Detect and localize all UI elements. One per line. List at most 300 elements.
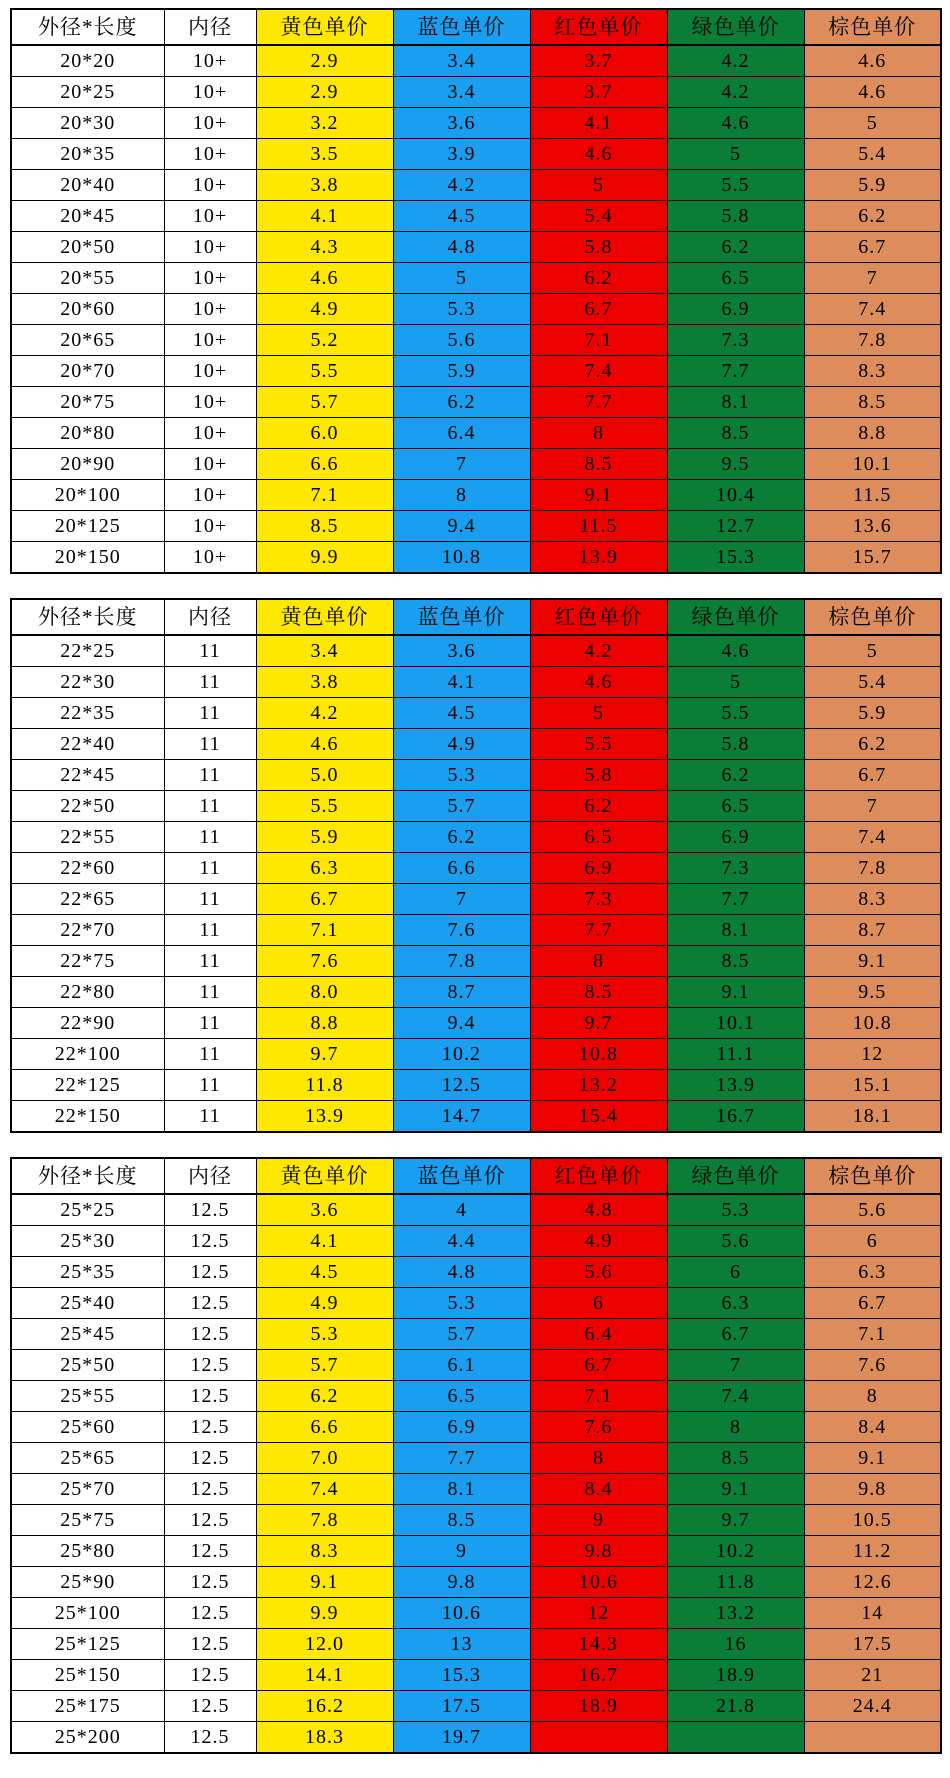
cell-size: 25*125 xyxy=(11,1629,164,1660)
cell-blue: 15.3 xyxy=(393,1660,530,1691)
table-row xyxy=(11,1412,941,1443)
table-row xyxy=(11,1039,941,1070)
cell-green: 5 xyxy=(667,667,804,698)
cell-inner: 11 xyxy=(164,1070,256,1101)
cell-red: 6 xyxy=(530,1288,667,1319)
table-row xyxy=(11,1443,941,1474)
cell-green: 6.5 xyxy=(667,263,804,294)
cell-inner: 12.5 xyxy=(164,1474,256,1505)
price-table xyxy=(10,1157,942,1754)
cell-inner: 11 xyxy=(164,853,256,884)
cell-blue: 3.6 xyxy=(393,635,530,667)
cell-blue: 6.1 xyxy=(393,1350,530,1381)
cell-yellow: 18.3 xyxy=(256,1722,393,1754)
cell-brown: 7 xyxy=(804,791,941,822)
cell-inner: 12.5 xyxy=(164,1288,256,1319)
cell-yellow: 8.0 xyxy=(256,977,393,1008)
cell-blue: 5.7 xyxy=(393,1319,530,1350)
column-header-inner: 内径 xyxy=(164,9,256,45)
cell-green: 5 xyxy=(667,139,804,170)
cell-brown xyxy=(804,1722,941,1754)
cell-yellow: 5.7 xyxy=(256,1350,393,1381)
cell-blue: 5 xyxy=(393,263,530,294)
cell-inner: 11 xyxy=(164,729,256,760)
column-header-size: 外径*长度 xyxy=(11,1158,164,1194)
cell-size: 20*25 xyxy=(11,77,164,108)
cell-inner: 11 xyxy=(164,698,256,729)
cell-inner: 11 xyxy=(164,667,256,698)
cell-blue: 5.3 xyxy=(393,294,530,325)
cell-red: 6.7 xyxy=(530,1350,667,1381)
cell-brown: 5 xyxy=(804,635,941,667)
cell-inner: 12.5 xyxy=(164,1319,256,1350)
cell-blue: 4.2 xyxy=(393,170,530,201)
cell-size: 20*50 xyxy=(11,232,164,263)
cell-brown: 7.1 xyxy=(804,1319,941,1350)
cell-brown: 12.6 xyxy=(804,1567,941,1598)
cell-brown: 6 xyxy=(804,1226,941,1257)
cell-green: 9.5 xyxy=(667,449,804,480)
cell-red: 7.7 xyxy=(530,387,667,418)
cell-blue: 7 xyxy=(393,884,530,915)
cell-brown: 21 xyxy=(804,1660,941,1691)
table-row xyxy=(11,635,941,667)
cell-brown: 8.3 xyxy=(804,884,941,915)
cell-red: 5.5 xyxy=(530,729,667,760)
cell-blue: 6.5 xyxy=(393,1381,530,1412)
cell-green: 12.7 xyxy=(667,511,804,542)
cell-red: 6.5 xyxy=(530,822,667,853)
cell-inner: 10+ xyxy=(164,139,256,170)
cell-size: 25*25 xyxy=(11,1194,164,1226)
cell-yellow: 12.0 xyxy=(256,1629,393,1660)
table-row xyxy=(11,1567,941,1598)
cell-size: 25*30 xyxy=(11,1226,164,1257)
cell-green: 9.1 xyxy=(667,977,804,1008)
table-row xyxy=(11,1319,941,1350)
table-row xyxy=(11,542,941,574)
cell-green: 6 xyxy=(667,1257,804,1288)
cell-red: 5 xyxy=(530,170,667,201)
cell-size: 22*65 xyxy=(11,884,164,915)
cell-size: 22*80 xyxy=(11,977,164,1008)
cell-brown: 5.9 xyxy=(804,698,941,729)
cell-size: 20*100 xyxy=(11,480,164,511)
cell-yellow: 4.6 xyxy=(256,263,393,294)
cell-yellow: 4.9 xyxy=(256,294,393,325)
cell-blue: 6.4 xyxy=(393,418,530,449)
cell-size: 20*20 xyxy=(11,45,164,77)
cell-red: 5.8 xyxy=(530,760,667,791)
cell-green: 6.3 xyxy=(667,1288,804,1319)
cell-red: 8 xyxy=(530,946,667,977)
cell-blue: 3.4 xyxy=(393,45,530,77)
cell-green: 6.9 xyxy=(667,822,804,853)
cell-red: 7.1 xyxy=(530,1381,667,1412)
column-header-brown: 棕色单价 xyxy=(804,1158,941,1194)
cell-inner: 10+ xyxy=(164,45,256,77)
cell-blue: 8.5 xyxy=(393,1505,530,1536)
cell-green: 21.8 xyxy=(667,1691,804,1722)
cell-blue: 5.3 xyxy=(393,1288,530,1319)
cell-yellow: 2.9 xyxy=(256,77,393,108)
cell-blue: 3.4 xyxy=(393,77,530,108)
cell-brown: 5.9 xyxy=(804,170,941,201)
cell-inner: 10+ xyxy=(164,387,256,418)
table-row xyxy=(11,667,941,698)
table-row xyxy=(11,139,941,170)
column-header-green: 绿色单价 xyxy=(667,9,804,45)
cell-brown: 7.4 xyxy=(804,294,941,325)
cell-yellow: 6.6 xyxy=(256,449,393,480)
cell-red: 10.6 xyxy=(530,1567,667,1598)
cell-inner: 10+ xyxy=(164,77,256,108)
cell-yellow: 4.9 xyxy=(256,1288,393,1319)
cell-yellow: 7.1 xyxy=(256,480,393,511)
cell-blue: 7 xyxy=(393,449,530,480)
cell-brown: 9.1 xyxy=(804,1443,941,1474)
cell-red: 9.7 xyxy=(530,1008,667,1039)
cell-yellow: 4.6 xyxy=(256,729,393,760)
cell-green: 11.1 xyxy=(667,1039,804,1070)
cell-inner: 10+ xyxy=(164,263,256,294)
cell-yellow: 3.8 xyxy=(256,170,393,201)
table-row xyxy=(11,977,941,1008)
cell-green: 10.2 xyxy=(667,1536,804,1567)
cell-size: 25*55 xyxy=(11,1381,164,1412)
cell-green: 6.2 xyxy=(667,760,804,791)
cell-brown: 11.5 xyxy=(804,480,941,511)
table-header-row xyxy=(11,599,941,635)
column-header-yellow: 黄色单价 xyxy=(256,9,393,45)
cell-inner: 12.5 xyxy=(164,1381,256,1412)
cell-red: 16.7 xyxy=(530,1660,667,1691)
table-row xyxy=(11,77,941,108)
cell-inner: 10+ xyxy=(164,418,256,449)
cell-brown: 9.5 xyxy=(804,977,941,1008)
cell-size: 22*55 xyxy=(11,822,164,853)
cell-green: 5.5 xyxy=(667,698,804,729)
table-row xyxy=(11,1226,941,1257)
cell-yellow: 7.0 xyxy=(256,1443,393,1474)
cell-inner: 10+ xyxy=(164,232,256,263)
table-row xyxy=(11,1474,941,1505)
cell-brown: 18.1 xyxy=(804,1101,941,1133)
cell-brown: 4.6 xyxy=(804,45,941,77)
cell-size: 20*150 xyxy=(11,542,164,574)
cell-green: 10.4 xyxy=(667,480,804,511)
cell-red: 3.7 xyxy=(530,45,667,77)
cell-red: 9.8 xyxy=(530,1536,667,1567)
cell-red: 13.2 xyxy=(530,1070,667,1101)
cell-red: 6.9 xyxy=(530,853,667,884)
cell-brown: 9.8 xyxy=(804,1474,941,1505)
cell-brown: 7.6 xyxy=(804,1350,941,1381)
cell-blue: 5.3 xyxy=(393,760,530,791)
cell-blue: 4.5 xyxy=(393,201,530,232)
cell-blue: 8 xyxy=(393,480,530,511)
cell-inner: 12.5 xyxy=(164,1567,256,1598)
cell-green: 11.8 xyxy=(667,1567,804,1598)
cell-blue: 5.9 xyxy=(393,356,530,387)
cell-inner: 11 xyxy=(164,946,256,977)
table-row xyxy=(11,791,941,822)
cell-inner: 12.5 xyxy=(164,1194,256,1226)
cell-size: 25*200 xyxy=(11,1722,164,1754)
cell-blue: 4.1 xyxy=(393,667,530,698)
cell-red: 13.9 xyxy=(530,542,667,574)
cell-yellow: 4.3 xyxy=(256,232,393,263)
cell-blue: 6.9 xyxy=(393,1412,530,1443)
cell-red: 7.6 xyxy=(530,1412,667,1443)
table-row xyxy=(11,1629,941,1660)
cell-brown: 10.5 xyxy=(804,1505,941,1536)
cell-green: 7 xyxy=(667,1350,804,1381)
cell-blue: 5.7 xyxy=(393,791,530,822)
cell-green: 7.3 xyxy=(667,325,804,356)
cell-size: 20*35 xyxy=(11,139,164,170)
column-header-yellow: 黄色单价 xyxy=(256,599,393,635)
table-22 xyxy=(10,598,940,1133)
column-header-inner: 内径 xyxy=(164,599,256,635)
cell-size: 22*40 xyxy=(11,729,164,760)
cell-red: 11.5 xyxy=(530,511,667,542)
column-header-green: 绿色单价 xyxy=(667,599,804,635)
cell-red: 6.2 xyxy=(530,791,667,822)
cell-green: 8.1 xyxy=(667,915,804,946)
cell-inner: 11 xyxy=(164,1101,256,1133)
cell-brown: 12 xyxy=(804,1039,941,1070)
cell-brown: 6.7 xyxy=(804,760,941,791)
cell-size: 25*60 xyxy=(11,1412,164,1443)
cell-inner: 12.5 xyxy=(164,1350,256,1381)
cell-inner: 11 xyxy=(164,977,256,1008)
cell-green: 4.6 xyxy=(667,108,804,139)
cell-blue: 9.8 xyxy=(393,1567,530,1598)
cell-red: 5.6 xyxy=(530,1257,667,1288)
table-row xyxy=(11,480,941,511)
cell-inner: 11 xyxy=(164,915,256,946)
table-row xyxy=(11,1194,941,1226)
cell-red: 14.3 xyxy=(530,1629,667,1660)
cell-yellow: 5.5 xyxy=(256,791,393,822)
cell-size: 22*45 xyxy=(11,760,164,791)
table-row xyxy=(11,760,941,791)
cell-size: 25*150 xyxy=(11,1660,164,1691)
cell-inner: 12.5 xyxy=(164,1226,256,1257)
cell-red: 6.4 xyxy=(530,1319,667,1350)
cell-green: 16 xyxy=(667,1629,804,1660)
table-row xyxy=(11,263,941,294)
cell-red: 7.7 xyxy=(530,915,667,946)
table-row xyxy=(11,449,941,480)
column-header-inner: 内径 xyxy=(164,1158,256,1194)
cell-yellow: 8.3 xyxy=(256,1536,393,1567)
cell-yellow: 3.8 xyxy=(256,667,393,698)
column-header-yellow: 黄色单价 xyxy=(256,1158,393,1194)
cell-red: 10.8 xyxy=(530,1039,667,1070)
cell-brown: 5 xyxy=(804,108,941,139)
cell-yellow: 13.9 xyxy=(256,1101,393,1133)
cell-inner: 10+ xyxy=(164,108,256,139)
cell-blue: 5.6 xyxy=(393,325,530,356)
cell-green: 15.3 xyxy=(667,542,804,574)
cell-size: 20*55 xyxy=(11,263,164,294)
table-row xyxy=(11,1257,941,1288)
cell-brown: 5.6 xyxy=(804,1194,941,1226)
cell-yellow: 5.7 xyxy=(256,387,393,418)
table-row xyxy=(11,232,941,263)
cell-blue: 10.2 xyxy=(393,1039,530,1070)
cell-blue: 4 xyxy=(393,1194,530,1226)
cell-inner: 12.5 xyxy=(164,1412,256,1443)
cell-brown: 15.1 xyxy=(804,1070,941,1101)
cell-brown: 9.1 xyxy=(804,946,941,977)
cell-blue: 3.6 xyxy=(393,108,530,139)
cell-red: 4.1 xyxy=(530,108,667,139)
cell-size: 22*125 xyxy=(11,1070,164,1101)
cell-green: 4.2 xyxy=(667,45,804,77)
cell-yellow: 3.5 xyxy=(256,139,393,170)
cell-blue: 4.9 xyxy=(393,729,530,760)
cell-size: 20*75 xyxy=(11,387,164,418)
cell-blue: 19.7 xyxy=(393,1722,530,1754)
cell-red: 6.7 xyxy=(530,294,667,325)
cell-size: 20*65 xyxy=(11,325,164,356)
cell-inner: 11 xyxy=(164,760,256,791)
table-row xyxy=(11,1070,941,1101)
cell-inner: 10+ xyxy=(164,511,256,542)
cell-blue: 14.7 xyxy=(393,1101,530,1133)
table-row xyxy=(11,1660,941,1691)
cell-red: 4.2 xyxy=(530,635,667,667)
cell-brown: 7 xyxy=(804,263,941,294)
cell-green: 6.9 xyxy=(667,294,804,325)
column-header-red: 红色单价 xyxy=(530,1158,667,1194)
cell-yellow: 6.3 xyxy=(256,853,393,884)
cell-yellow: 11.8 xyxy=(256,1070,393,1101)
cell-yellow: 5.2 xyxy=(256,325,393,356)
cell-yellow: 3.6 xyxy=(256,1194,393,1226)
cell-green: 16.7 xyxy=(667,1101,804,1133)
cell-blue: 4.4 xyxy=(393,1226,530,1257)
cell-blue: 6.2 xyxy=(393,387,530,418)
cell-green: 8.5 xyxy=(667,418,804,449)
cell-green: 13.9 xyxy=(667,1070,804,1101)
cell-green: 4.2 xyxy=(667,77,804,108)
cell-brown: 8.5 xyxy=(804,387,941,418)
cell-yellow: 6.7 xyxy=(256,884,393,915)
cell-size: 25*65 xyxy=(11,1443,164,1474)
cell-inner: 12.5 xyxy=(164,1660,256,1691)
cell-inner: 10+ xyxy=(164,170,256,201)
cell-size: 22*25 xyxy=(11,635,164,667)
cell-size: 22*60 xyxy=(11,853,164,884)
cell-red: 6.2 xyxy=(530,263,667,294)
cell-yellow: 7.1 xyxy=(256,915,393,946)
cell-blue: 9.4 xyxy=(393,511,530,542)
cell-brown: 11.2 xyxy=(804,1536,941,1567)
cell-blue: 10.6 xyxy=(393,1598,530,1629)
cell-green: 8.5 xyxy=(667,946,804,977)
cell-yellow: 6.6 xyxy=(256,1412,393,1443)
cell-brown: 4.6 xyxy=(804,77,941,108)
cell-green: 8.5 xyxy=(667,1443,804,1474)
cell-size: 22*150 xyxy=(11,1101,164,1133)
cell-inner: 11 xyxy=(164,884,256,915)
cell-blue: 8.1 xyxy=(393,1474,530,1505)
table-row xyxy=(11,356,941,387)
cell-green: 9.7 xyxy=(667,1505,804,1536)
table-row xyxy=(11,1598,941,1629)
cell-green: 6.5 xyxy=(667,791,804,822)
table-row xyxy=(11,325,941,356)
cell-green: 5.3 xyxy=(667,1194,804,1226)
cell-size: 22*100 xyxy=(11,1039,164,1070)
cell-size: 22*35 xyxy=(11,698,164,729)
table-row xyxy=(11,698,941,729)
cell-blue: 7.6 xyxy=(393,915,530,946)
cell-brown: 7.8 xyxy=(804,325,941,356)
table-row xyxy=(11,915,941,946)
cell-yellow: 3.2 xyxy=(256,108,393,139)
table-25 xyxy=(10,1157,940,1754)
cell-brown: 6.7 xyxy=(804,1288,941,1319)
cell-inner: 12.5 xyxy=(164,1505,256,1536)
cell-blue: 6.2 xyxy=(393,822,530,853)
table-row xyxy=(11,201,941,232)
table-row xyxy=(11,1691,941,1722)
cell-inner: 10+ xyxy=(164,542,256,574)
table-row xyxy=(11,511,941,542)
cell-size: 25*75 xyxy=(11,1505,164,1536)
cell-yellow: 5.5 xyxy=(256,356,393,387)
price-table xyxy=(10,8,942,574)
cell-size: 25*50 xyxy=(11,1350,164,1381)
cell-brown: 15.7 xyxy=(804,542,941,574)
cell-inner: 11 xyxy=(164,791,256,822)
column-header-blue: 蓝色单价 xyxy=(393,599,530,635)
cell-size: 20*30 xyxy=(11,108,164,139)
table-row xyxy=(11,884,941,915)
cell-green: 13.2 xyxy=(667,1598,804,1629)
cell-red: 9 xyxy=(530,1505,667,1536)
table-row xyxy=(11,1350,941,1381)
table-row xyxy=(11,418,941,449)
cell-yellow: 7.8 xyxy=(256,1505,393,1536)
cell-blue: 10.8 xyxy=(393,542,530,574)
cell-green: 7.3 xyxy=(667,853,804,884)
column-header-size: 外径*长度 xyxy=(11,599,164,635)
cell-green: 5.5 xyxy=(667,170,804,201)
column-header-green: 绿色单价 xyxy=(667,1158,804,1194)
cell-red: 7.3 xyxy=(530,884,667,915)
cell-inner: 12.5 xyxy=(164,1536,256,1567)
table-row xyxy=(11,170,941,201)
cell-size: 22*50 xyxy=(11,791,164,822)
cell-red: 8.5 xyxy=(530,977,667,1008)
cell-inner: 10+ xyxy=(164,356,256,387)
cell-size: 25*90 xyxy=(11,1567,164,1598)
cell-blue: 4.5 xyxy=(393,698,530,729)
cell-green xyxy=(667,1722,804,1754)
cell-yellow: 6.0 xyxy=(256,418,393,449)
cell-yellow: 3.4 xyxy=(256,635,393,667)
cell-inner: 10+ xyxy=(164,294,256,325)
cell-inner: 12.5 xyxy=(164,1598,256,1629)
cell-red: 4.8 xyxy=(530,1194,667,1226)
cell-blue: 8.7 xyxy=(393,977,530,1008)
